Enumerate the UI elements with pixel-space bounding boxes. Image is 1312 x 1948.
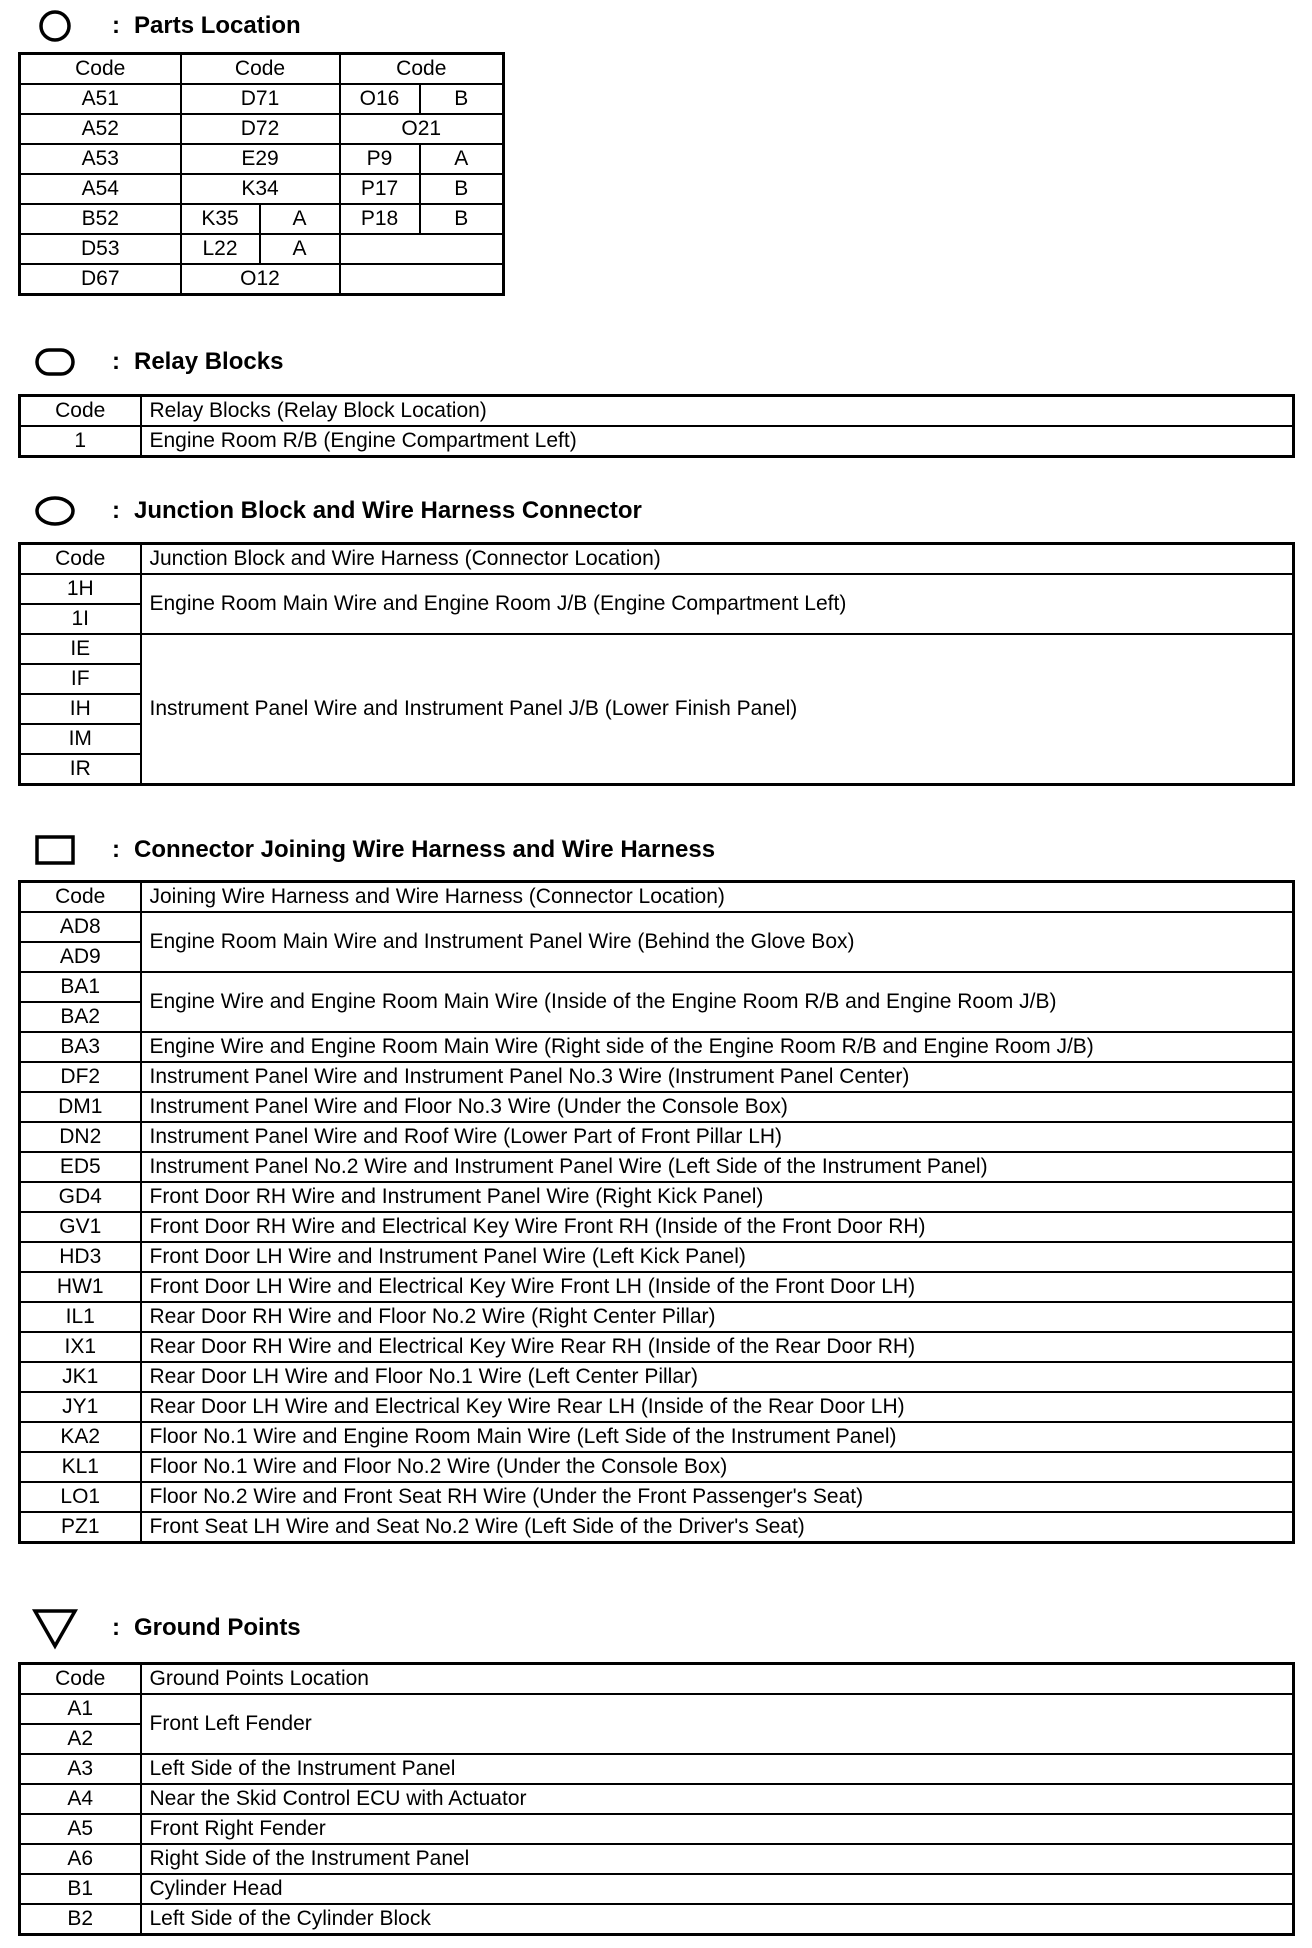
location-cell: Engine Wire and Engine Room Main Wire (Right side of the Engine Room R/B and Engine Room J/B) bbox=[141, 1032, 1294, 1062]
code-cell: B1 bbox=[20, 1874, 141, 1904]
table-header-row bbox=[20, 882, 1294, 913]
ground-points-heading bbox=[30, 1604, 301, 1652]
table-row bbox=[20, 1152, 1294, 1182]
code-cell: DM1 bbox=[20, 1092, 141, 1122]
location-cell: Front Door LH Wire and Instrument Panel Wire (Left Kick Panel) bbox=[141, 1242, 1294, 1272]
code-cell: A4 bbox=[20, 1784, 141, 1814]
location-cell: Instrument Panel Wire and Instrument Panel No.3 Wire (Instrument Panel Center) bbox=[141, 1062, 1294, 1092]
code-cell: GD4 bbox=[20, 1182, 141, 1212]
code-cell: D67 bbox=[20, 264, 181, 295]
connector-joining-title: Connector Joining Wire Harness and Wire Harness bbox=[134, 836, 716, 863]
junction-block-table bbox=[18, 542, 1295, 786]
heading-colon: : bbox=[112, 836, 120, 863]
code-cell: JK1 bbox=[20, 1362, 141, 1392]
location-cell: Left Side of the Cylinder Block bbox=[141, 1904, 1294, 1935]
table-row bbox=[20, 1182, 1294, 1212]
code-cell: PZ1 bbox=[20, 1512, 141, 1543]
code-cell: DF2 bbox=[20, 1062, 141, 1092]
column-header: Junction Block and Wire Harness (Connector Location) bbox=[141, 544, 1294, 575]
table-header-row bbox=[20, 544, 1294, 575]
table-row bbox=[20, 1874, 1294, 1904]
table-row bbox=[20, 84, 504, 114]
location-cell: Near the Skid Control ECU with Actuator bbox=[141, 1784, 1294, 1814]
code-cell: HW1 bbox=[20, 1272, 141, 1302]
table-row bbox=[20, 1212, 1294, 1242]
code-cell: B bbox=[420, 174, 504, 204]
table-row bbox=[20, 1242, 1294, 1272]
code-cell: D72 bbox=[181, 114, 340, 144]
code-cell: BA1 bbox=[20, 972, 141, 1002]
location-cell: Floor No.1 Wire and Floor No.2 Wire (Under the Console Box) bbox=[141, 1452, 1294, 1482]
code-cell: D53 bbox=[20, 234, 181, 264]
code-cell: A bbox=[420, 144, 504, 174]
code-cell: B bbox=[420, 84, 504, 114]
rounded-oval-icon bbox=[30, 342, 80, 382]
table-row bbox=[20, 1512, 1294, 1543]
code-cell: E29 bbox=[181, 144, 340, 174]
table-row bbox=[20, 1362, 1294, 1392]
table-header-row bbox=[20, 54, 504, 85]
code-cell: A2 bbox=[20, 1724, 141, 1754]
square-icon bbox=[30, 830, 80, 870]
code-cell: IM bbox=[20, 724, 141, 754]
column-header: Code bbox=[20, 54, 181, 85]
relay-blocks-title: Relay Blocks bbox=[134, 348, 284, 375]
location-cell: Right Side of the Instrument Panel bbox=[141, 1844, 1294, 1874]
parts-location-heading bbox=[30, 2, 301, 50]
code-cell: A54 bbox=[20, 174, 181, 204]
location-cell: Front Right Fender bbox=[141, 1814, 1294, 1844]
code-cell: A5 bbox=[20, 1814, 141, 1844]
code-cell: BA3 bbox=[20, 1032, 141, 1062]
location-cell: Front Left Fender bbox=[141, 1694, 1294, 1754]
location-cell: Rear Door RH Wire and Electrical Key Wire Rear RH (Inside of the Rear Door RH) bbox=[141, 1332, 1294, 1362]
code-cell: JY1 bbox=[20, 1392, 141, 1422]
junction-block-title: Junction Block and Wire Harness Connector bbox=[134, 497, 642, 524]
table-header-row bbox=[20, 1664, 1294, 1695]
location-cell: Engine Room R/B (Engine Compartment Left) bbox=[141, 426, 1294, 457]
heading-colon: : bbox=[112, 348, 120, 375]
table-row bbox=[20, 1904, 1294, 1935]
code-cell: LO1 bbox=[20, 1482, 141, 1512]
column-header: Code bbox=[20, 396, 141, 427]
code-cell: 1I bbox=[20, 604, 141, 634]
code-cell: GV1 bbox=[20, 1212, 141, 1242]
location-cell: Front Seat LH Wire and Seat No.2 Wire (Left Side of the Driver's Seat) bbox=[141, 1512, 1294, 1543]
code-cell: KL1 bbox=[20, 1452, 141, 1482]
column-header: Code bbox=[20, 544, 141, 575]
junction-block-heading bbox=[30, 487, 642, 535]
code-cell: BA2 bbox=[20, 1002, 141, 1032]
connector-joining-heading bbox=[30, 826, 715, 874]
code-cell: 1 bbox=[20, 426, 141, 457]
table-row bbox=[20, 634, 1294, 664]
code-cell: IL1 bbox=[20, 1302, 141, 1332]
code-cell: AD8 bbox=[20, 912, 141, 942]
table-row bbox=[20, 204, 504, 234]
table-row bbox=[20, 1844, 1294, 1874]
empty-cell bbox=[340, 234, 504, 264]
column-header: Code bbox=[340, 54, 504, 85]
code-cell: A3 bbox=[20, 1754, 141, 1784]
code-cell: KA2 bbox=[20, 1422, 141, 1452]
table-row bbox=[20, 426, 1294, 457]
heading-colon: : bbox=[112, 12, 120, 39]
heading-colon: : bbox=[112, 497, 120, 524]
code-cell: K34 bbox=[181, 174, 340, 204]
location-cell: Rear Door LH Wire and Electrical Key Wire Rear LH (Inside of the Rear Door LH) bbox=[141, 1392, 1294, 1422]
location-cell: Front Door RH Wire and Instrument Panel Wire (Right Kick Panel) bbox=[141, 1182, 1294, 1212]
code-cell: D71 bbox=[181, 84, 340, 114]
table-header-row bbox=[20, 396, 1294, 427]
code-cell: IR bbox=[20, 754, 141, 785]
table-row bbox=[20, 1814, 1294, 1844]
code-cell: IX1 bbox=[20, 1332, 141, 1362]
location-cell: Floor No.2 Wire and Front Seat RH Wire (Under the Front Passenger's Seat) bbox=[141, 1482, 1294, 1512]
location-cell: Front Door RH Wire and Electrical Key Wire Front RH (Inside of the Front Door RH) bbox=[141, 1212, 1294, 1242]
relay-blocks-heading bbox=[30, 338, 283, 386]
table-row bbox=[20, 972, 1294, 1002]
code-cell: K35 bbox=[181, 204, 260, 234]
parts-location-table bbox=[18, 52, 505, 296]
code-cell: A bbox=[260, 234, 340, 264]
code-cell: B2 bbox=[20, 1904, 141, 1935]
code-cell: IF bbox=[20, 664, 141, 694]
code-cell: AD9 bbox=[20, 942, 141, 972]
triangle-down-icon bbox=[30, 1608, 80, 1648]
table-row bbox=[20, 1694, 1294, 1724]
table-row bbox=[20, 1302, 1294, 1332]
code-cell: P17 bbox=[340, 174, 420, 204]
code-cell: DN2 bbox=[20, 1122, 141, 1152]
code-cell: 1H bbox=[20, 574, 141, 604]
code-cell: IH bbox=[20, 694, 141, 724]
column-header: Ground Points Location bbox=[141, 1664, 1294, 1695]
empty-cell bbox=[340, 264, 504, 295]
heading-colon: : bbox=[112, 1614, 120, 1641]
table-row bbox=[20, 174, 504, 204]
location-cell: Cylinder Head bbox=[141, 1874, 1294, 1904]
location-cell: Engine Wire and Engine Room Main Wire (Inside of the Engine Room R/B and Engine Room J/B) bbox=[141, 972, 1294, 1032]
code-cell: P9 bbox=[340, 144, 420, 174]
table-row bbox=[20, 1122, 1294, 1152]
code-cell: ED5 bbox=[20, 1152, 141, 1182]
location-cell: Instrument Panel Wire and Roof Wire (Lower Part of Front Pillar LH) bbox=[141, 1122, 1294, 1152]
location-cell: Floor No.1 Wire and Engine Room Main Wire (Left Side of the Instrument Panel) bbox=[141, 1422, 1294, 1452]
table-row bbox=[20, 1092, 1294, 1122]
table-row bbox=[20, 1062, 1294, 1092]
column-header: Code bbox=[20, 882, 141, 913]
code-cell: A51 bbox=[20, 84, 181, 114]
location-cell: Instrument Panel Wire and Floor No.3 Wire (Under the Console Box) bbox=[141, 1092, 1294, 1122]
code-cell: L22 bbox=[181, 234, 260, 264]
circle-icon bbox=[30, 6, 80, 46]
oval-icon bbox=[30, 491, 80, 531]
location-cell: Engine Room Main Wire and Instrument Panel Wire (Behind the Glove Box) bbox=[141, 912, 1294, 972]
table-row bbox=[20, 1392, 1294, 1422]
table-row bbox=[20, 912, 1294, 942]
ground-points-table bbox=[18, 1662, 1295, 1936]
table-row bbox=[20, 574, 1294, 604]
table-row bbox=[20, 1784, 1294, 1814]
code-cell: HD3 bbox=[20, 1242, 141, 1272]
table-row bbox=[20, 234, 504, 264]
location-cell: Engine Room Main Wire and Engine Room J/B (Engine Compartment Left) bbox=[141, 574, 1294, 634]
table-row bbox=[20, 1032, 1294, 1062]
code-cell: A53 bbox=[20, 144, 181, 174]
code-cell: O21 bbox=[340, 114, 504, 144]
table-row bbox=[20, 264, 504, 295]
code-cell: P18 bbox=[340, 204, 420, 234]
ground-points-title: Ground Points bbox=[134, 1614, 301, 1641]
column-header: Code bbox=[20, 1664, 141, 1695]
location-cell: Rear Door LH Wire and Floor No.1 Wire (Left Center Pillar) bbox=[141, 1362, 1294, 1392]
parts-location-title: Parts Location bbox=[134, 12, 301, 39]
connector-joining-table bbox=[18, 880, 1295, 1544]
table-row bbox=[20, 1422, 1294, 1452]
column-header: Relay Blocks (Relay Block Location) bbox=[141, 396, 1294, 427]
table-row bbox=[20, 1332, 1294, 1362]
code-cell: O16 bbox=[340, 84, 420, 114]
location-cell: Instrument Panel No.2 Wire and Instrument Panel Wire (Left Side of the Instrument Panel) bbox=[141, 1152, 1294, 1182]
code-cell: A6 bbox=[20, 1844, 141, 1874]
column-header: Code bbox=[181, 54, 340, 85]
code-cell: B52 bbox=[20, 204, 181, 234]
table-row bbox=[20, 144, 504, 174]
relay-blocks-table bbox=[18, 394, 1295, 458]
code-cell: A1 bbox=[20, 1694, 141, 1724]
table-row bbox=[20, 1272, 1294, 1302]
code-cell: IE bbox=[20, 634, 141, 664]
location-cell: Left Side of the Instrument Panel bbox=[141, 1754, 1294, 1784]
column-header: Joining Wire Harness and Wire Harness (Connector Location) bbox=[141, 882, 1294, 913]
code-cell: A52 bbox=[20, 114, 181, 144]
location-cell: Rear Door RH Wire and Floor No.2 Wire (Right Center Pillar) bbox=[141, 1302, 1294, 1332]
location-cell: Front Door LH Wire and Electrical Key Wire Front LH (Inside of the Front Door LH) bbox=[141, 1272, 1294, 1302]
location-cell: Instrument Panel Wire and Instrument Panel J/B (Lower Finish Panel) bbox=[141, 634, 1294, 785]
table-row bbox=[20, 1452, 1294, 1482]
code-cell: O12 bbox=[181, 264, 340, 295]
table-row bbox=[20, 1754, 1294, 1784]
code-cell: A bbox=[260, 204, 340, 234]
code-cell: B bbox=[420, 204, 504, 234]
table-row bbox=[20, 114, 504, 144]
table-row bbox=[20, 1482, 1294, 1512]
